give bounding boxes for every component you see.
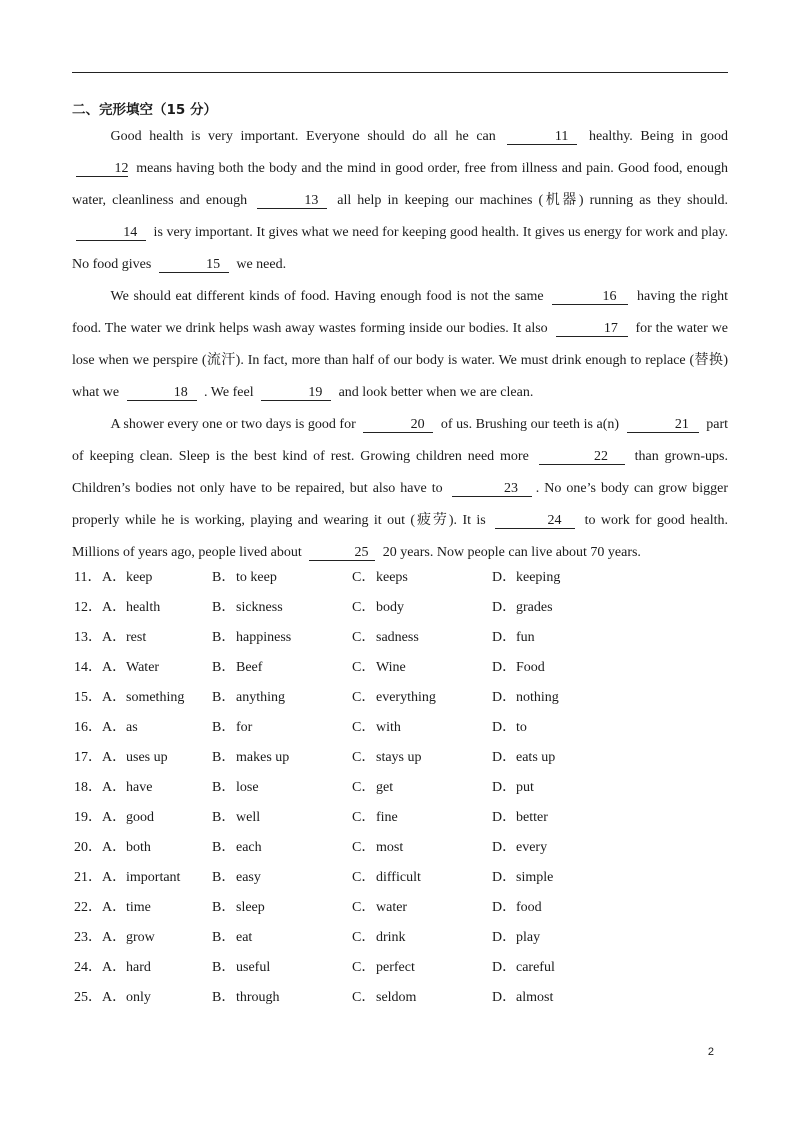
option-c	[352, 926, 492, 956]
option-letter: B．	[212, 600, 236, 615]
blank-17: 17	[556, 321, 628, 337]
option-b	[212, 626, 352, 656]
option-letter: B．	[212, 810, 236, 825]
option-text: rest	[126, 630, 147, 645]
option-text: hard	[126, 960, 151, 975]
option-text: for	[236, 720, 253, 735]
option-text: eats up	[516, 750, 556, 765]
option-text: uses up	[126, 750, 168, 765]
option-letter: D．	[492, 780, 517, 795]
passage-text: part of keeping clean. Sleep is the best kind of rest. Growing children need more	[72, 417, 728, 464]
option-row-25	[74, 986, 714, 1016]
option-c	[352, 836, 492, 866]
option-letter: B．	[212, 660, 236, 675]
option-letter: B．	[212, 750, 236, 765]
question-number: 18．	[74, 780, 102, 795]
option-text: easy	[236, 870, 261, 885]
option-c	[352, 776, 492, 806]
option-text: drink	[376, 930, 406, 945]
option-text: sleep	[236, 900, 265, 915]
question-number: 11．	[74, 570, 102, 585]
option-row-24	[74, 956, 714, 986]
option-a	[102, 926, 212, 956]
option-letter: A．	[102, 930, 127, 945]
option-b	[212, 896, 352, 926]
option-letter: C．	[352, 660, 376, 675]
question-number: 20．	[74, 840, 102, 855]
paragraph-2	[72, 281, 728, 409]
passage-text: to work for good health. Millions of years ago, people lived about	[72, 513, 728, 560]
option-letter: C．	[352, 870, 376, 885]
page-number: 2	[707, 1046, 714, 1058]
option-c	[352, 806, 492, 836]
option-a	[102, 896, 212, 926]
option-a	[102, 866, 212, 896]
option-text: anything	[236, 690, 285, 705]
option-text: get	[376, 780, 394, 795]
option-row-14	[74, 656, 714, 686]
option-text: fun	[516, 630, 535, 645]
answer-options	[74, 566, 714, 1016]
option-text: eat	[236, 930, 253, 945]
blank-22: 22	[539, 449, 625, 465]
option-c	[352, 626, 492, 656]
option-text: difficult	[376, 870, 421, 885]
option-letter: A．	[102, 630, 127, 645]
option-text: keeps	[376, 570, 408, 585]
blank-18: 18	[127, 385, 197, 401]
option-row-21	[74, 866, 714, 896]
option-text: water	[376, 900, 408, 915]
passage-text: A shower every one or two days is good for	[110, 417, 360, 432]
option-letter: C．	[352, 750, 376, 765]
option-c	[352, 866, 492, 896]
option-text: have	[126, 780, 153, 795]
option-b	[212, 656, 352, 686]
question-number: 12．	[74, 600, 102, 615]
blank-20: 20	[363, 417, 433, 433]
option-text: makes up	[236, 750, 290, 765]
paragraph-3	[72, 409, 728, 569]
section-heading: 二、完形填空（15 分）	[72, 102, 217, 118]
question-number: 24．	[74, 960, 102, 975]
option-text: play	[516, 930, 541, 945]
option-d	[492, 776, 622, 806]
option-text: simple	[516, 870, 554, 885]
option-a	[102, 956, 212, 986]
option-text: health	[126, 600, 161, 615]
option-letter: C．	[352, 960, 376, 975]
option-text: sickness	[236, 600, 283, 615]
option-text: each	[236, 840, 262, 855]
option-letter: B．	[212, 780, 236, 795]
option-text: grow	[126, 930, 155, 945]
option-letter: B．	[212, 630, 236, 645]
option-text: time	[126, 900, 151, 915]
option-letter: B．	[212, 720, 236, 735]
option-text: only	[126, 990, 151, 1005]
option-c	[352, 566, 492, 596]
option-text: well	[236, 810, 261, 825]
option-text: to	[516, 720, 527, 735]
option-text: Beef	[236, 660, 263, 675]
option-row-15	[74, 686, 714, 716]
option-text: body	[376, 600, 404, 615]
option-d	[492, 746, 622, 776]
option-letter: A．	[102, 840, 127, 855]
option-letter: D．	[492, 630, 517, 645]
option-letter: A．	[102, 960, 127, 975]
option-letter: A．	[102, 690, 127, 705]
option-text: seldom	[376, 990, 417, 1005]
option-text: to keep	[236, 570, 277, 585]
passage-text: means having both the body and the mind in good order, free from illness and pain. Good food, enough water, cleanliness and enough	[72, 161, 728, 208]
option-text: nothing	[516, 690, 559, 705]
option-row-22	[74, 896, 714, 926]
option-letter: A．	[102, 570, 127, 585]
option-b	[212, 776, 352, 806]
passage-text: having the right food. The water we drink helps wash away wastes forming inside our bodies. It also	[72, 289, 728, 336]
blank-15: 15	[159, 257, 229, 273]
option-b	[212, 566, 352, 596]
option-letter: C．	[352, 900, 376, 915]
option-d	[492, 956, 622, 986]
option-text: grades	[516, 600, 553, 615]
option-letter: A．	[102, 600, 127, 615]
option-letter: D．	[492, 810, 517, 825]
option-text: both	[126, 840, 151, 855]
option-letter: D．	[492, 570, 517, 585]
option-letter: A．	[102, 750, 127, 765]
passage-text: Good health is very important. Everyone should do all he can	[110, 129, 504, 144]
option-d	[492, 836, 622, 866]
question-number: 17．	[74, 750, 102, 765]
blank-11: 11	[507, 129, 577, 145]
option-b	[212, 746, 352, 776]
option-letter: C．	[352, 720, 376, 735]
option-c	[352, 596, 492, 626]
option-letter: C．	[352, 780, 376, 795]
option-text: happiness	[236, 630, 292, 645]
cloze-passage	[72, 121, 728, 569]
header-rule	[72, 72, 728, 73]
option-letter: A．	[102, 780, 127, 795]
option-a	[102, 806, 212, 836]
passage-text: . No one’s body can grow bigger properly while he is working, playing and wearing it out (疲劳). It is	[72, 481, 728, 528]
option-letter: D．	[492, 840, 517, 855]
option-text: useful	[236, 960, 271, 975]
blank-25: 25	[309, 545, 375, 561]
option-text: keeping	[516, 570, 561, 585]
passage-text: . We feel	[200, 385, 258, 400]
option-letter: C．	[352, 600, 376, 615]
option-text: as	[126, 720, 138, 735]
passage-text: 20 years. Now people can live about 70 years.	[379, 545, 641, 560]
option-text: sadness	[376, 630, 419, 645]
option-row-19	[74, 806, 714, 836]
option-letter: C．	[352, 990, 376, 1005]
option-letter: B．	[212, 990, 236, 1005]
option-row-23	[74, 926, 714, 956]
option-text: through	[236, 990, 280, 1005]
question-number: 22．	[74, 900, 102, 915]
option-letter: C．	[352, 930, 376, 945]
option-letter: D．	[492, 720, 517, 735]
question-number: 21．	[74, 870, 102, 885]
option-a	[102, 566, 212, 596]
option-letter: A．	[102, 900, 127, 915]
option-a	[102, 686, 212, 716]
option-letter: C．	[352, 840, 376, 855]
option-row-13	[74, 626, 714, 656]
blank-24: 24	[495, 513, 575, 529]
option-text: lose	[236, 780, 259, 795]
option-letter: C．	[352, 570, 376, 585]
passage-text: healthy. Being in good	[581, 129, 728, 144]
option-letter: D．	[492, 870, 517, 885]
option-row-18	[74, 776, 714, 806]
option-row-17	[74, 746, 714, 776]
option-letter: C．	[352, 630, 376, 645]
passage-text: all help in keeping our machines (机器) running as they should.	[331, 193, 728, 208]
option-text: most	[376, 840, 404, 855]
passage-text: and look better when we are clean.	[335, 385, 534, 400]
option-text: keep	[126, 570, 153, 585]
option-a	[102, 626, 212, 656]
option-c	[352, 716, 492, 746]
blank-12: 12	[76, 161, 128, 177]
blank-21: 21	[627, 417, 699, 433]
option-b	[212, 956, 352, 986]
option-text: Water	[126, 660, 160, 675]
option-text: better	[516, 810, 548, 825]
option-c	[352, 986, 492, 1016]
option-text: fine	[376, 810, 398, 825]
option-text: put	[516, 780, 534, 795]
option-d	[492, 986, 622, 1016]
option-d	[492, 686, 622, 716]
option-d	[492, 656, 622, 686]
option-d	[492, 566, 622, 596]
paragraph-1	[72, 121, 728, 281]
option-a	[102, 776, 212, 806]
passage-text: is very important. It gives what we need for keeping good health. It gives us energy for work and play. No food gives	[72, 225, 728, 272]
option-text: Food	[516, 660, 545, 675]
passage-text: we need.	[232, 257, 287, 272]
option-a	[102, 656, 212, 686]
option-b	[212, 686, 352, 716]
option-row-16	[74, 716, 714, 746]
option-d	[492, 626, 622, 656]
option-letter: D．	[492, 900, 517, 915]
option-letter: A．	[102, 870, 127, 885]
option-text: important	[126, 870, 181, 885]
option-d	[492, 866, 622, 896]
option-b	[212, 596, 352, 626]
option-letter: D．	[492, 750, 517, 765]
option-letter: B．	[212, 840, 236, 855]
option-d	[492, 806, 622, 836]
question-number: 15．	[74, 690, 102, 705]
option-letter: D．	[492, 930, 517, 945]
option-row-11	[74, 566, 714, 596]
option-text: Wine	[376, 660, 406, 675]
option-letter: D．	[492, 600, 517, 615]
option-letter: A．	[102, 810, 127, 825]
option-a	[102, 746, 212, 776]
option-text: everything	[376, 690, 436, 705]
option-letter: B．	[212, 900, 236, 915]
option-letter: A．	[102, 660, 127, 675]
option-letter: B．	[212, 570, 236, 585]
option-text: careful	[516, 960, 555, 975]
question-number: 19．	[74, 810, 102, 825]
question-number: 13．	[74, 630, 102, 645]
option-letter: D．	[492, 660, 517, 675]
option-text: perfect	[376, 960, 415, 975]
option-d	[492, 926, 622, 956]
blank-19: 19	[261, 385, 331, 401]
option-d	[492, 596, 622, 626]
passage-text: for the water we lose when we perspire (流汗). In fact, more than half of our body is water. We must drink enough to replace (替换) what we	[72, 321, 728, 400]
option-c	[352, 656, 492, 686]
option-b	[212, 716, 352, 746]
option-letter: C．	[352, 690, 376, 705]
option-b	[212, 986, 352, 1016]
option-text: every	[516, 840, 548, 855]
option-a	[102, 596, 212, 626]
option-letter: D．	[492, 690, 517, 705]
option-row-12	[74, 596, 714, 626]
option-b	[212, 836, 352, 866]
blank-23: 23	[452, 481, 532, 497]
passage-text: than grown-ups. Children’s bodies not only have to be repaired, but also have to	[72, 449, 728, 496]
option-a	[102, 836, 212, 866]
option-letter: B．	[212, 960, 236, 975]
option-row-20	[74, 836, 714, 866]
option-a	[102, 716, 212, 746]
option-text: good	[126, 810, 154, 825]
option-a	[102, 986, 212, 1016]
option-text: almost	[516, 990, 554, 1005]
option-letter: C．	[352, 810, 376, 825]
option-b	[212, 866, 352, 896]
option-letter: A．	[102, 990, 127, 1005]
blank-14: 14	[76, 225, 146, 241]
passage-text: We should eat different kinds of food. Having enough food is not the same	[110, 289, 549, 304]
option-text: with	[376, 720, 401, 735]
option-letter: A．	[102, 720, 127, 735]
option-letter: B．	[212, 930, 236, 945]
question-number: 25．	[74, 990, 102, 1005]
option-d	[492, 896, 622, 926]
passage-text: of us. Brushing our teeth is a(n)	[437, 417, 623, 432]
option-text: something	[126, 690, 185, 705]
option-b	[212, 926, 352, 956]
option-c	[352, 746, 492, 776]
option-text: stays up	[376, 750, 422, 765]
option-d	[492, 716, 622, 746]
option-text: food	[516, 900, 542, 915]
option-letter: B．	[212, 870, 236, 885]
option-c	[352, 956, 492, 986]
question-number: 14．	[74, 660, 102, 675]
blank-13: 13	[257, 193, 327, 209]
option-b	[212, 806, 352, 836]
option-c	[352, 896, 492, 926]
option-letter: D．	[492, 960, 517, 975]
question-number: 23．	[74, 930, 102, 945]
option-letter: B．	[212, 690, 236, 705]
question-number: 16．	[74, 720, 102, 735]
option-letter: D．	[492, 990, 517, 1005]
option-c	[352, 686, 492, 716]
blank-16: 16	[552, 289, 628, 305]
